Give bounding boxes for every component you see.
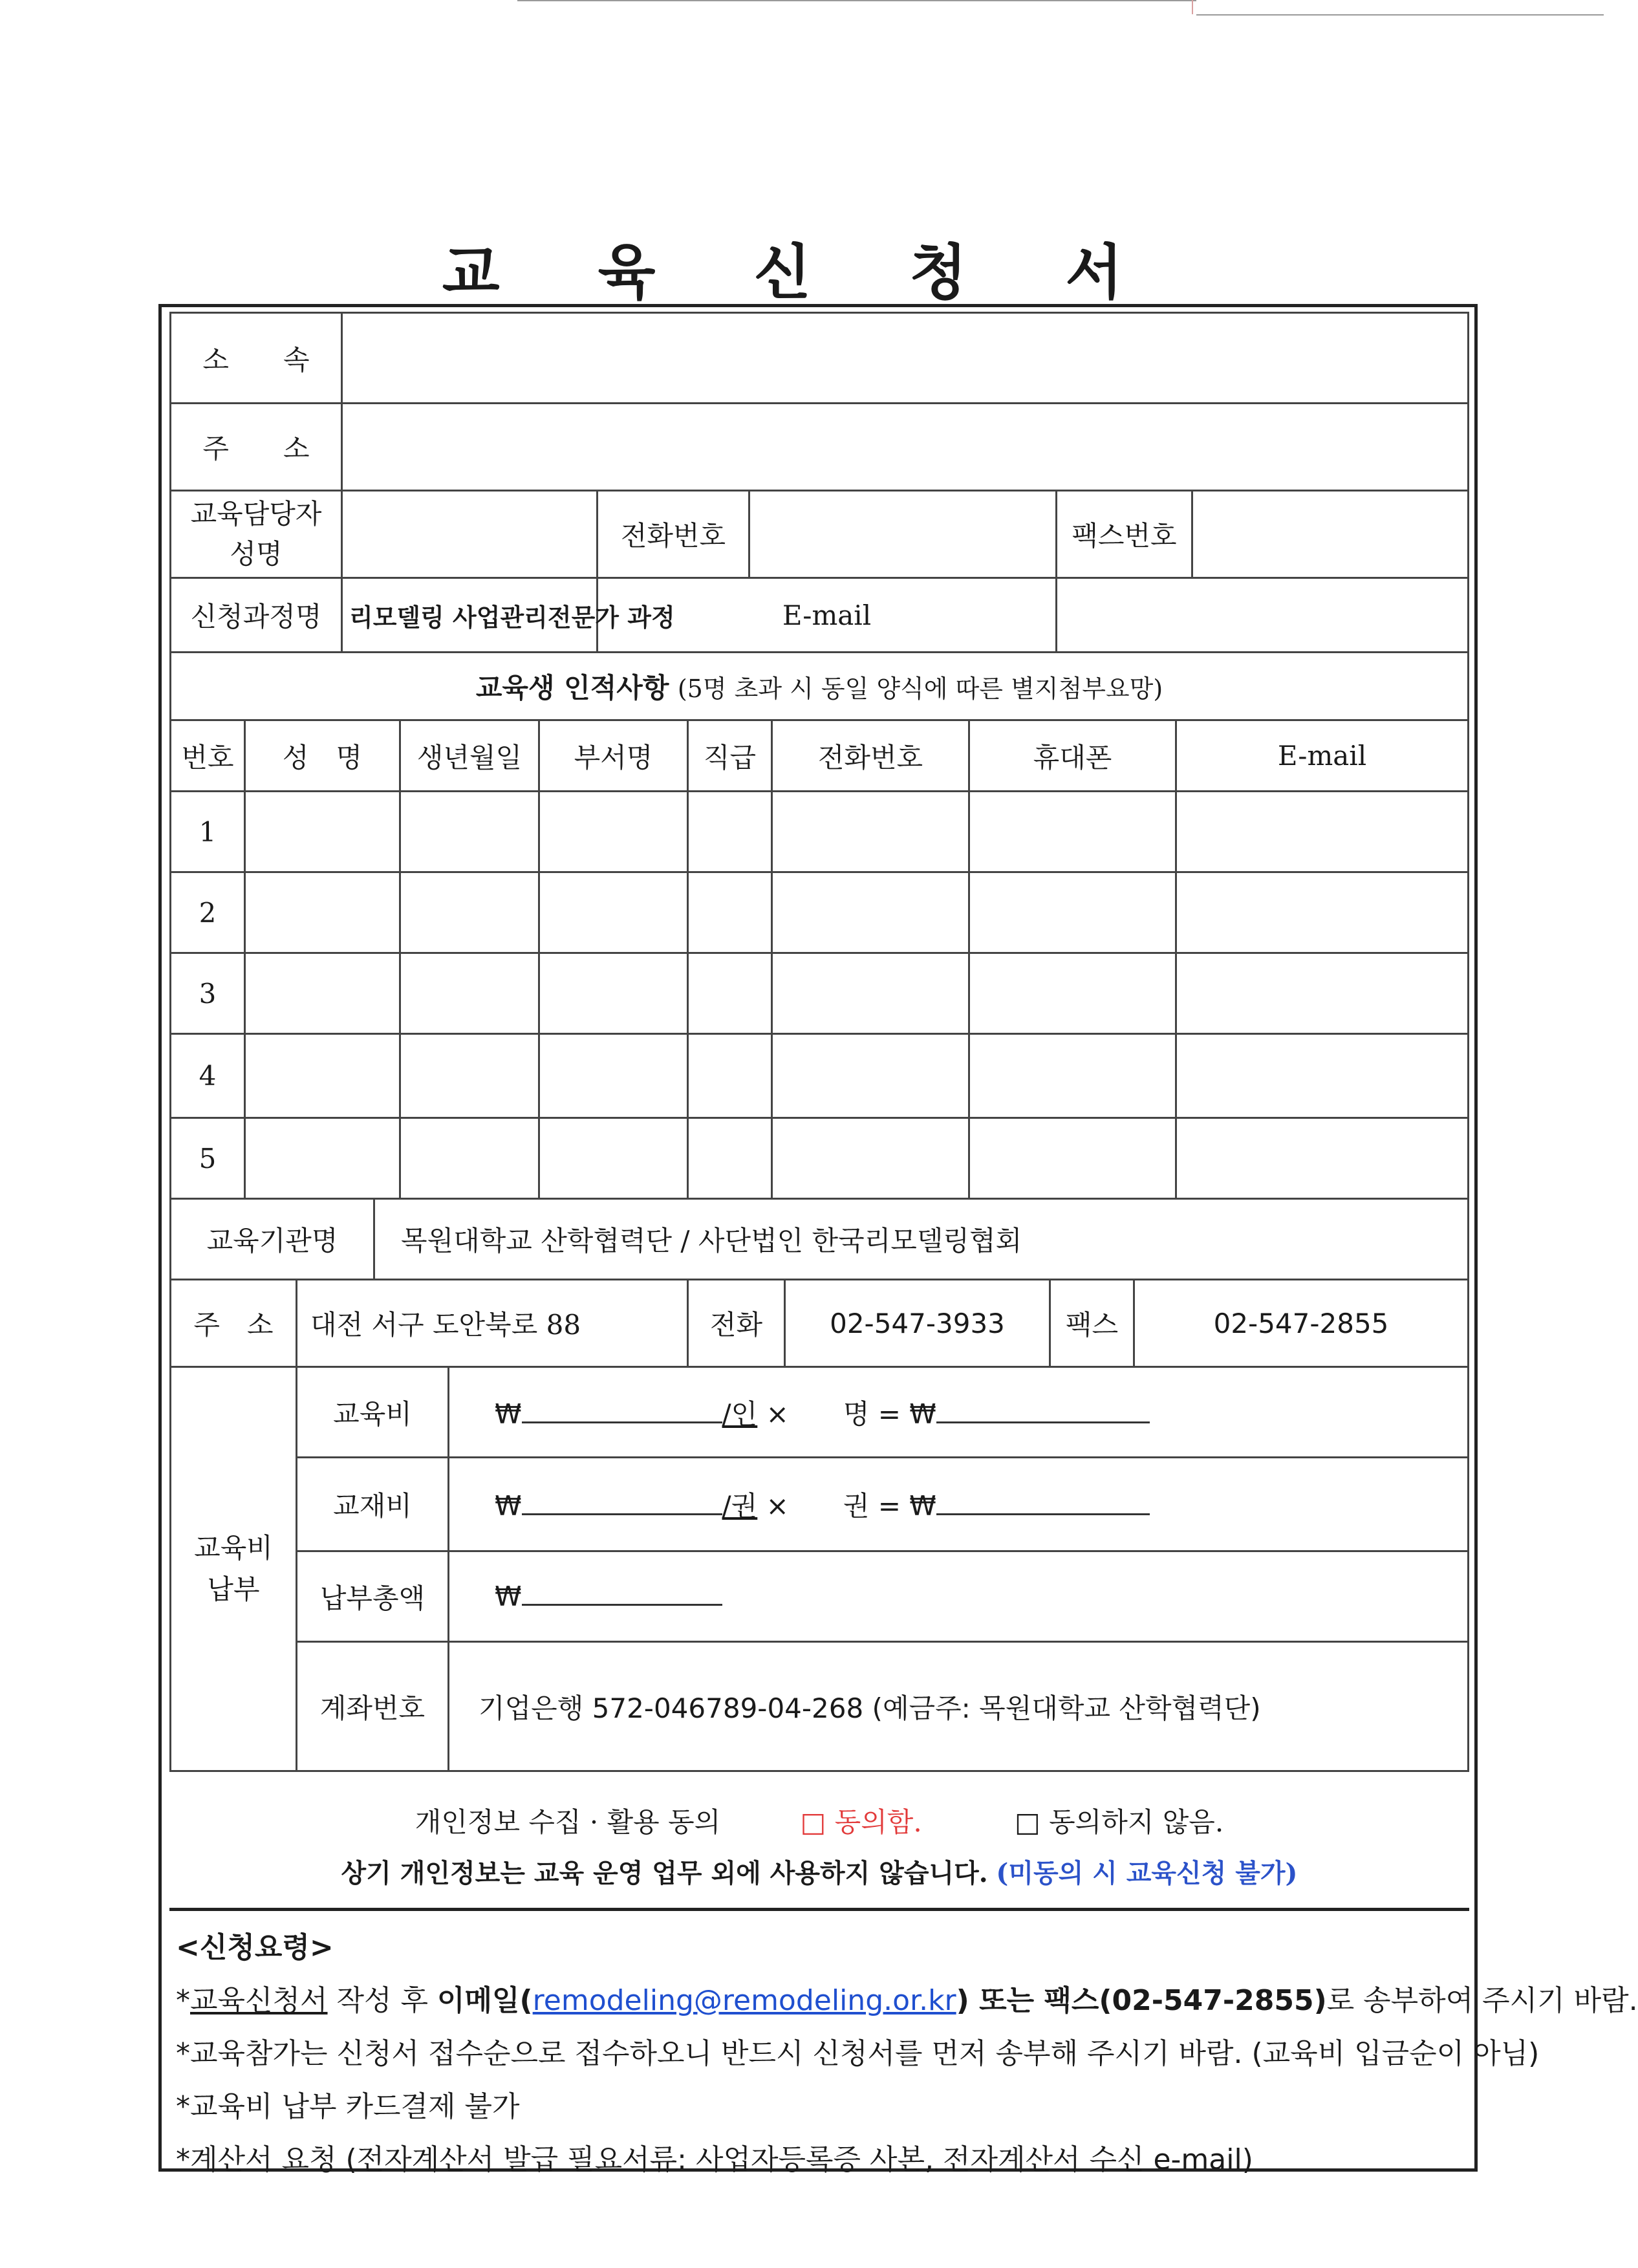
row-number: 5: [171, 1118, 245, 1199]
material-formula: [449, 1458, 1469, 1551]
note-item: *계산서 요청 (전자계산서 발급 필요서류: 사업자등록증 사본, 전자계산서 수신 e-mail): [176, 2143, 1253, 2176]
note-item: *교육참가는 신청서 접수순으로 접수하오니 반드시 신청서를 먼저 송부해 주시기 바람. (교육비 입금순이 아님): [176, 2037, 1540, 2070]
manager-name-field[interactable]: [342, 491, 598, 578]
note-email-label: 이메일(: [437, 1984, 533, 2017]
address-label: 주 소: [171, 404, 342, 491]
scan-edge-line: [517, 0, 1196, 1]
manager-label: [171, 491, 342, 578]
tuition-multiplier: × 명 = ₩: [766, 1398, 936, 1430]
cell-mobile[interactable]: [969, 1118, 1176, 1199]
institution-fax-label: 팩스: [1050, 1280, 1134, 1367]
institution-address-label: 주 소: [171, 1280, 297, 1367]
cell-phone[interactable]: [772, 792, 969, 872]
cell-birthdate[interactable]: [400, 953, 539, 1034]
consent-disagree-option[interactable]: □ 동의하지 않음.: [1015, 1806, 1224, 1838]
institution-name-label: 교육기관명: [171, 1199, 374, 1280]
cell-mobile[interactable]: [969, 792, 1176, 872]
cell-mobile[interactable]: [969, 953, 1176, 1034]
col-header-department: 부서명: [539, 720, 688, 792]
phone-label: 전화번호: [598, 491, 749, 578]
tuition-prefix: ₩: [495, 1398, 522, 1430]
course-value: 리모델링 사업관리전문가 과정: [342, 578, 598, 653]
total-formula: [449, 1551, 1469, 1642]
consent-section: [169, 1772, 1469, 1905]
trainees-header: [171, 653, 1469, 720]
note-text: 로 송부하여 주시기 바람.: [1326, 1984, 1638, 2017]
table-row: [171, 1034, 1469, 1118]
account-label: 계좌번호: [297, 1642, 449, 1771]
note-bullet: *: [176, 1984, 190, 2017]
row-number: 3: [171, 953, 245, 1034]
notes-heading: <신청요령>: [176, 1931, 334, 1964]
cell-name[interactable]: [245, 1118, 400, 1199]
table-row: [171, 953, 1469, 1034]
material-multiplier: × 권 = ₩: [766, 1490, 936, 1522]
affiliation-field[interactable]: [342, 313, 1469, 404]
row-number: 1: [171, 792, 245, 872]
cell-phone[interactable]: [772, 1118, 969, 1199]
tuition-unit: /인: [722, 1398, 758, 1430]
col-header-number: 번호: [171, 720, 245, 792]
tuition-formula: [449, 1367, 1469, 1458]
scan-edge-tick: [1192, 0, 1193, 14]
total-label: 납부총액: [297, 1551, 449, 1642]
course-label: 신청과정명: [171, 578, 342, 653]
note-form-name: 교육신청서: [190, 1984, 328, 2017]
cell-name[interactable]: [245, 1034, 400, 1118]
cell-name[interactable]: [245, 953, 400, 1034]
table-row: [171, 1118, 1469, 1199]
cell-email[interactable]: [1176, 953, 1469, 1034]
fax-field[interactable]: [1192, 491, 1469, 578]
tuition-total-field[interactable]: [936, 1402, 1150, 1423]
row-number: 2: [171, 872, 245, 953]
institution-fax-value: 02-547-2855: [1134, 1280, 1469, 1367]
cell-position[interactable]: [688, 1034, 772, 1118]
trainees-header-title: 교육생 인적사항: [475, 672, 669, 704]
cell-phone[interactable]: [772, 1034, 969, 1118]
email-field[interactable]: [1057, 578, 1469, 653]
institution-name-value: 목원대학교 산학협력단 / 사단법인 한국리모델링협회: [374, 1199, 1469, 1280]
tuition-amount-field[interactable]: [522, 1402, 722, 1423]
application-notes: [169, 1908, 1638, 2176]
material-total-field[interactable]: [936, 1494, 1150, 1515]
fax-label: 팩스번호: [1057, 491, 1192, 578]
material-label: 교재비: [297, 1458, 449, 1551]
cell-email[interactable]: [1176, 1034, 1469, 1118]
payment-group-label: [171, 1367, 297, 1771]
consent-statement-note: (미동의 시 교육신청 불가): [996, 1858, 1298, 1888]
institution-table: [169, 1198, 1469, 1368]
table-row: [171, 792, 1469, 872]
institution-address-value: 대전 서구 도안북로 88: [297, 1280, 688, 1367]
material-unit: /권: [722, 1490, 758, 1522]
manager-label-line1: 교육담당자: [190, 498, 322, 530]
phone-field[interactable]: [749, 491, 1057, 578]
tuition-label: 교육비: [297, 1367, 449, 1458]
table-row: [171, 872, 1469, 953]
cell-birthdate[interactable]: [400, 872, 539, 953]
applicant-table: [169, 312, 1469, 653]
consent-statement: 상기 개인정보는 교육 운영 업무 외에 사용하지 않습니다.: [341, 1858, 988, 1888]
cell-mobile[interactable]: [969, 872, 1176, 953]
page-title: 교 육 신 청 서: [442, 237, 1162, 307]
total-amount-field[interactable]: [522, 1584, 722, 1606]
cell-phone[interactable]: [772, 953, 969, 1034]
col-header-name: 성 명: [245, 720, 400, 792]
cell-department[interactable]: [539, 792, 688, 872]
cell-birthdate[interactable]: [400, 1034, 539, 1118]
institution-phone-value: 02-547-3933: [785, 1280, 1050, 1367]
material-prefix: ₩: [495, 1490, 522, 1522]
cell-department[interactable]: [539, 1034, 688, 1118]
note-fax: ) 또는 팩스(02-547-2855): [956, 1984, 1327, 2017]
manager-label-line2: 성명: [230, 538, 283, 570]
note-item: [176, 1977, 1638, 2018]
row-number: 4: [171, 1034, 245, 1118]
col-header-mobile: 휴대폰: [969, 720, 1176, 792]
consent-label: 개인정보 수집 · 활용 동의: [415, 1806, 721, 1838]
payment-table: [169, 1366, 1469, 1772]
account-value: 기업은행 572-046789-04-268 (예금주: 목원대학교 산학협력단): [449, 1642, 1469, 1771]
cell-phone[interactable]: [772, 872, 969, 953]
note-item: *교육비 납부 카드결제 불가: [176, 2090, 520, 2123]
scan-edge-line: [1196, 14, 1604, 16]
email-link[interactable]: remodeling@remodeling.or.kr: [532, 1984, 956, 2017]
email-label: E-mail: [598, 578, 1057, 653]
cell-department[interactable]: [539, 1118, 688, 1199]
cell-department[interactable]: [539, 953, 688, 1034]
consent-agree-option[interactable]: □ 동의함.: [800, 1806, 922, 1838]
col-header-email: E-mail: [1176, 720, 1469, 792]
cell-department[interactable]: [539, 872, 688, 953]
cell-birthdate[interactable]: [400, 1118, 539, 1199]
payment-group-line2: 납부: [207, 1573, 260, 1605]
cell-name[interactable]: [245, 872, 400, 953]
cell-name[interactable]: [245, 792, 400, 872]
col-header-position: 직급: [688, 720, 772, 792]
cell-email[interactable]: [1176, 1118, 1469, 1199]
cell-position[interactable]: [688, 872, 772, 953]
col-header-birthdate: 생년월일: [400, 720, 539, 792]
address-field[interactable]: [342, 404, 1469, 491]
institution-phone-label: 전화: [688, 1280, 785, 1367]
cell-position[interactable]: [688, 953, 772, 1034]
trainees-header-note: (5명 초과 시 동일 양식에 따른 별지첨부요망): [677, 675, 1163, 703]
cell-position[interactable]: [688, 792, 772, 872]
cell-email[interactable]: [1176, 872, 1469, 953]
trainees-table: [169, 651, 1469, 1200]
total-prefix: ₩: [495, 1581, 522, 1612]
cell-mobile[interactable]: [969, 1034, 1176, 1118]
cell-email[interactable]: [1176, 792, 1469, 872]
note-text: 작성 후: [327, 1984, 438, 2017]
col-header-phone: 전화번호: [772, 720, 969, 792]
payment-group-line1: 교육비: [194, 1532, 273, 1564]
material-amount-field[interactable]: [522, 1494, 722, 1515]
cell-birthdate[interactable]: [400, 792, 539, 872]
cell-position[interactable]: [688, 1118, 772, 1199]
affiliation-label: 소 속: [171, 313, 342, 404]
